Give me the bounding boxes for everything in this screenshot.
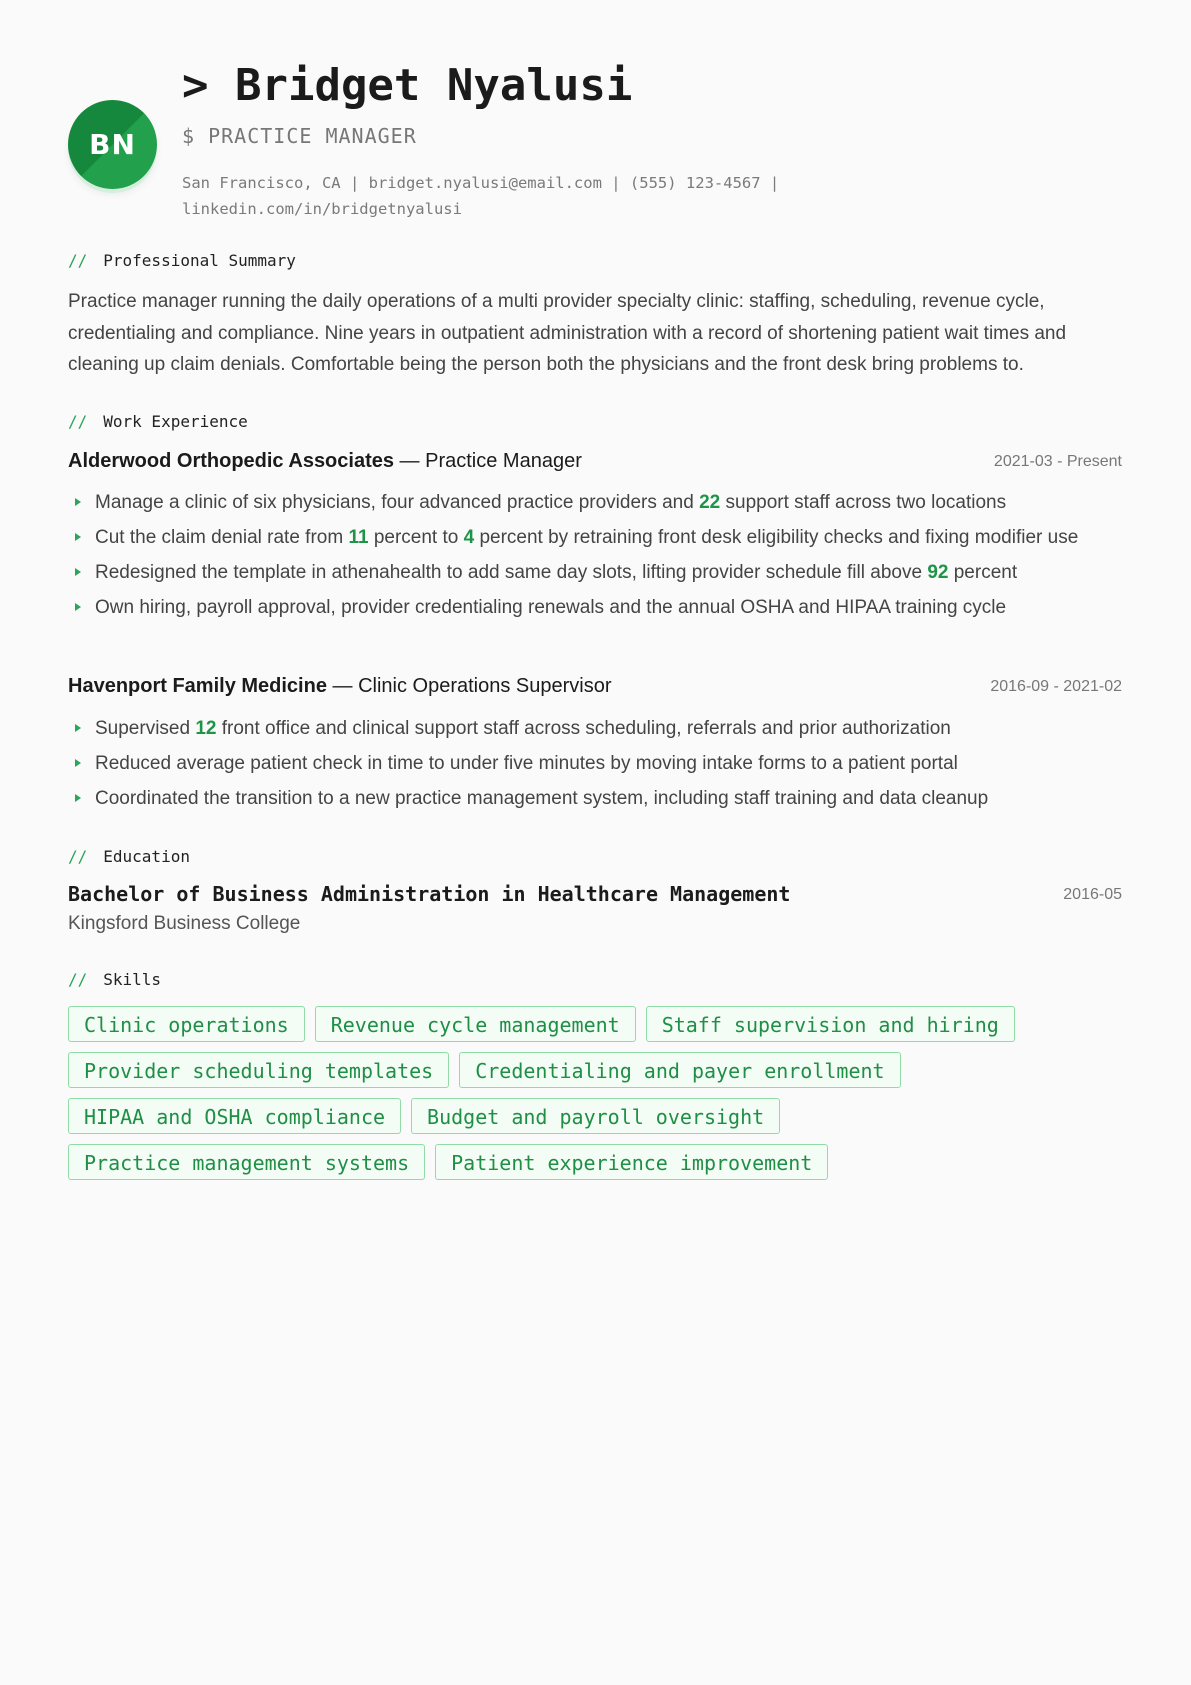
skill-chip: Practice management systems	[68, 1144, 425, 1180]
section-label: Education	[103, 847, 190, 866]
candidate-name: > Bridget Nyalusi	[182, 60, 633, 111]
degree-title: Bachelor of Business Administration in Healthcare Management	[68, 882, 791, 906]
skill-chip: HIPAA and OSHA compliance	[68, 1098, 401, 1134]
bullet-triangle-icon	[75, 794, 81, 802]
skill-row	[68, 1006, 1128, 1042]
bullet-item: Reduced average patient check in time to under five minutes by moving intake forms to a patient portal	[68, 748, 1122, 779]
contact-line: San Francisco, CA | bridget.nyalusi@email.com | (555) 123-4567 |	[182, 174, 780, 192]
skill-chip: Budget and payroll oversight	[411, 1098, 780, 1134]
bullet-triangle-icon	[75, 533, 81, 541]
bullet-item: Supervised 12 front office and clinical support staff across scheduling, referrals and prior authorization	[68, 713, 1122, 744]
metric-highlight: 22	[699, 492, 721, 513]
candidate-role: $ PRACTICE MANAGER	[182, 124, 417, 148]
section-slashes: //	[68, 251, 88, 270]
skill-row	[68, 1052, 1128, 1088]
section-slashes: //	[68, 847, 88, 866]
bullet-item: Manage a clinic of six physicians, four advanced practice providers and 22 support staff across two locations	[68, 487, 1122, 518]
section-title-experience	[68, 412, 248, 431]
job-dates: 2016-09 - 2021-02	[990, 678, 1122, 695]
section-label: Professional Summary	[103, 251, 296, 270]
company-name: Havenport Family Medicine	[68, 675, 327, 697]
metric-highlight: 92	[927, 562, 949, 583]
skill-row	[68, 1144, 1128, 1180]
company-name: Alderwood Orthopedic Associates	[68, 450, 394, 472]
section-label: Work Experience	[103, 412, 248, 431]
skill-chip: Clinic operations	[68, 1006, 305, 1042]
contact-info	[182, 170, 882, 222]
linkedin-link[interactable]: linkedin.com/in/bridgetnyalusi	[182, 200, 462, 218]
bullet-item: Redesigned the template in athenahealth to add same day slots, lifting provider schedule fill above 92 percent	[68, 557, 1122, 588]
section-title-summary	[68, 251, 296, 270]
skill-chip: Staff supervision and hiring	[646, 1006, 1015, 1042]
summary-text: Practice manager running the daily operations of a multi provider specialty clinic: staffing, scheduling, revenue cycle, credentialing and compliance. Nine years in outpatient administration with a record of shortening patient wait times and cleaning up claim denials. Comfortable being the person both the physicians and the front desk bring problems to.	[68, 291, 1067, 375]
bullet-triangle-icon	[75, 759, 81, 767]
education-date: 2016-05	[1063, 886, 1122, 903]
bullet-triangle-icon	[75, 568, 81, 576]
skill-chip: Provider scheduling templates	[68, 1052, 449, 1088]
job-title	[68, 675, 612, 698]
bullet-triangle-icon	[75, 724, 81, 732]
job-header	[68, 675, 1122, 703]
bullet-item: Coordinated the transition to a new practice management system, including staff training and data cleanup	[68, 783, 1122, 814]
skill-row	[68, 1098, 1128, 1134]
job-bullets	[68, 713, 1122, 818]
job-bullets	[68, 487, 1122, 627]
bullet-triangle-icon	[75, 603, 81, 611]
metric-highlight: 4	[463, 527, 475, 548]
section-title-skills	[68, 970, 161, 989]
metric-highlight: 12	[195, 718, 217, 739]
skill-chip: Revenue cycle management	[315, 1006, 636, 1042]
skill-chip: Credentialing and payer enrollment	[459, 1052, 900, 1088]
skills-list	[68, 1006, 1128, 1190]
job-title	[68, 450, 582, 473]
metric-highlight: 11	[348, 527, 369, 548]
job-dates: 2021-03 - Present	[993, 453, 1122, 470]
bullet-item: Own hiring, payroll approval, provider credentialing renewals and the annual OSHA and HIPAA training cycle	[68, 592, 1122, 623]
bullet-item: Cut the claim denial rate from 11 percent to 4 percent by retraining front desk eligibility checks and fixing modifier use	[68, 522, 1122, 553]
bullet-triangle-icon	[75, 498, 81, 506]
section-label: Skills	[103, 970, 162, 989]
avatar: BN	[68, 100, 157, 189]
skill-chip: Patient experience improvement	[435, 1144, 828, 1180]
section-slashes: //	[68, 970, 88, 989]
job-header	[68, 450, 1122, 478]
section-slashes: //	[68, 412, 88, 431]
position-title: — Practice Manager	[394, 450, 582, 472]
position-title: — Clinic Operations Supervisor	[326, 675, 612, 697]
school-name: Kingsford Business College	[68, 913, 301, 934]
section-title-education	[68, 847, 190, 866]
